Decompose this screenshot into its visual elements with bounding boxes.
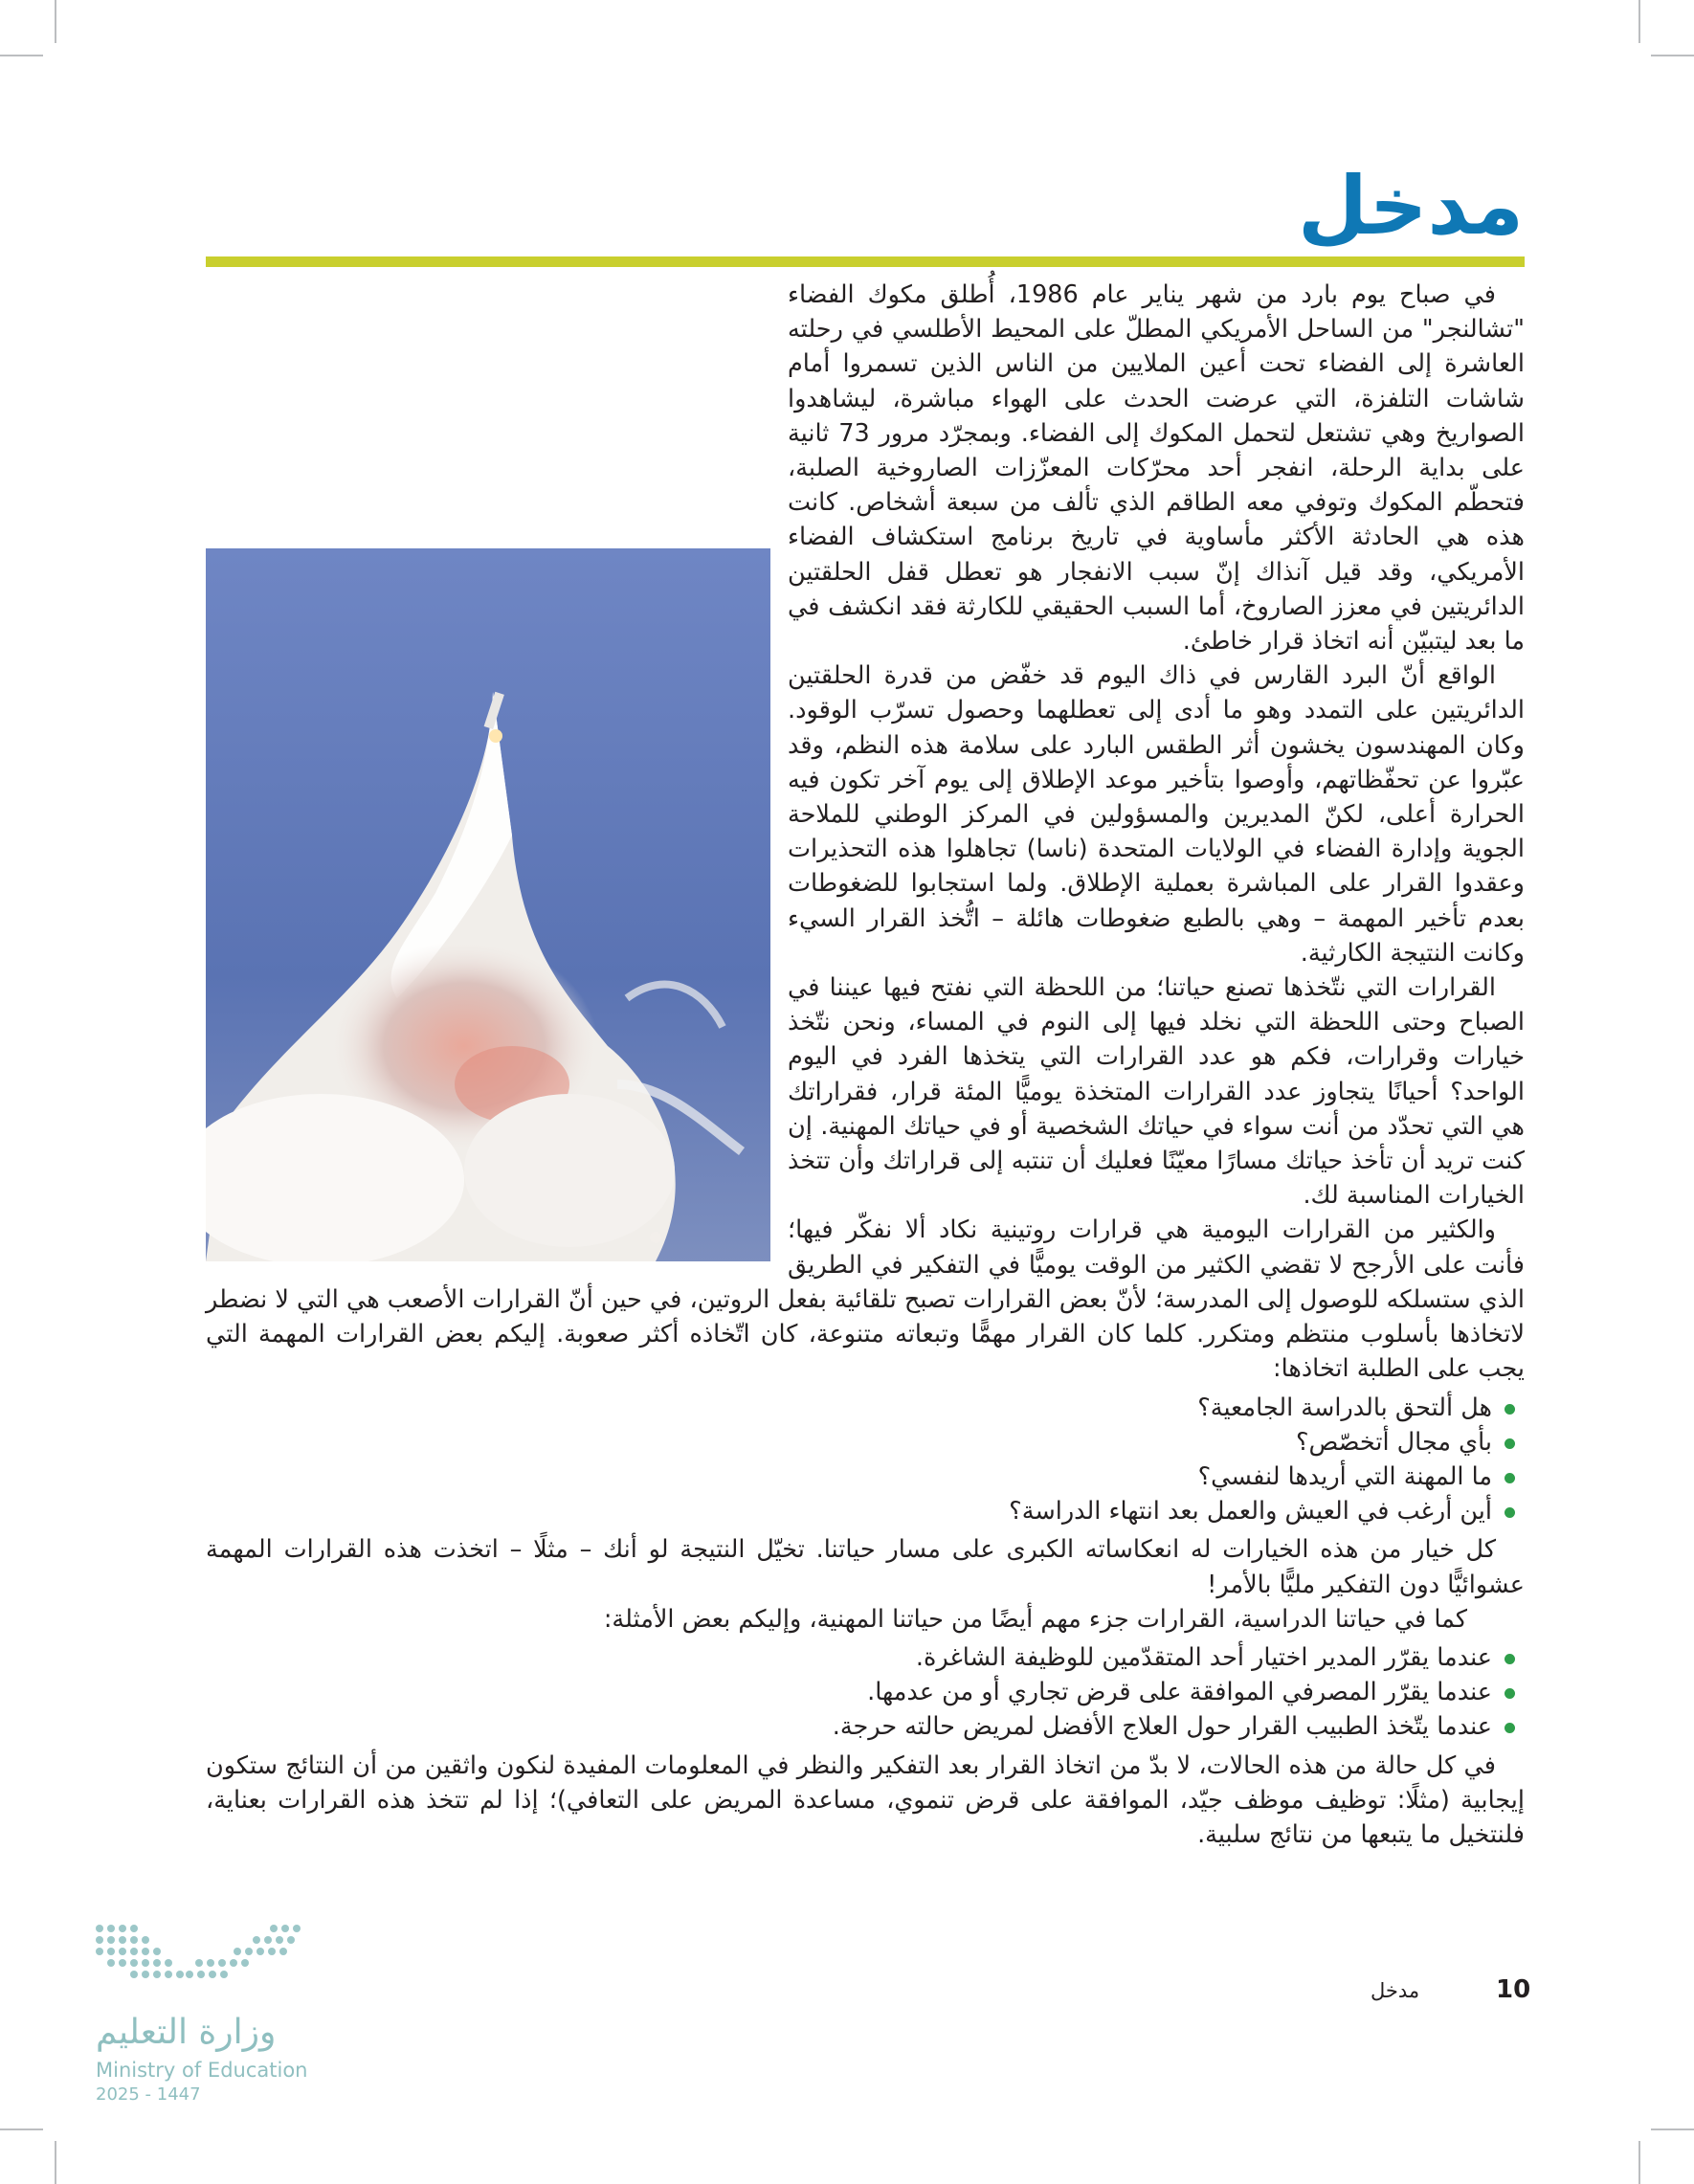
bullet-icon (1505, 1688, 1515, 1699)
list-item: عندما يقرّر المدير اختيار أحد المتقدّمين للوظيفة الشاغرة. (206, 1640, 1492, 1675)
bullet-icon (1505, 1404, 1515, 1415)
ministry-dots-logo-icon (94, 1919, 302, 1986)
paragraph-cause: الواقع أنّ البرد القارس في ذاك اليوم قد خفّض من قدرة الحلقتين الدائريتين على التمدد وهو ما أدى إلى تعطلهما وحصول تسرّب الوقود. وكان المهندسون يخشون أثر الطقس البارد على سلامة هذه النظم، وقد عبّروا عن تحفّظاتهم، وأوصوا بتأخير موعد الإطلاق إلى يوم آخر تكون فيه الحرارة أعلى، لكنّ المديرين والمسؤولين في المركز الوطني للملاحة الجوية وإدارة الفضاء في الولايات المتحدة (ناسا) تجاهلوا هذه التحذيرات وعقدوا القرار على المباشرة بعملية الإطلاق. ولما استجابوا للضغوطات بعدم تأخير المهمة – وهي بالطبع ضغوطات هائلة – اتُّخذ القرار السيء وكانت النتيجة الكارثية. (788, 661, 1525, 968)
logo-year-text: 2025 - 1447 (96, 2084, 201, 2105)
paragraph-conclusion: في كل حالة من هذه الحالات، لا بدّ من اتخاذ القرار بعد التفكير والنظر في المعلومات المفيدة لنكون واثقين من أن النتائج ستكون إيجابية (مثلًا: توظيف موظف جيّد، الموافقة على قرض تنموي، مساعدة المريض على التعافي)؛ إذا لم تتخذ هذه القرارات بعناية، فلنتخيل ما يتبعها من نتائج سلبية. (206, 1750, 1525, 1849)
paragraph-routine: والكثير من القرارات اليومية هي قرارات روتينية نكاد ألا نفكّر فيها؛ فأنت على الأرجح لا تقضي الكثير من الوقت يوميًّا في التفكير في الطريق الذي ستسلكه للوصول إلى المدرسة؛ لأنّ بعض القرارات تصبح تلقائية بفعل الروتين، في حين أنّ القرارات الأصعب هي التي لا نضطر لاتخاذها بأسلوب منتظم ومتكرر. كلما كان القرار مهمًّا وتبعاته متنوعة، كان اتّخاذه أكثر صعوبة. إليكم بعض القرارات المهمة التي يجب على الطلبة اتخاذها: (206, 1215, 1525, 1384)
bullet-icon (1505, 1438, 1515, 1449)
work-decisions-list (206, 1640, 1525, 1745)
list-item: عندما يقرّر المصرفي الموافقة على قرض تجاري أو من عدمها. (206, 1675, 1492, 1709)
list-item: أين أرغب في العيش والعمل بعد انتهاء الدراسة؟ (206, 1494, 1492, 1528)
page-title: مدخل (1297, 159, 1524, 253)
shuttle-launch-explosion-photo (206, 548, 770, 1261)
footer-section-label: مدخل (1371, 1979, 1420, 2002)
ministry-logo (94, 1919, 314, 2149)
bullet-icon (1505, 1654, 1515, 1664)
photo-illustration (206, 548, 770, 1261)
list-item: بأي مجال أتخصّص؟ (206, 1425, 1492, 1460)
crop-mark (1651, 55, 1694, 56)
crop-mark (0, 55, 43, 56)
list-item: عندما يتّخذ الطبيب القرار حول العلاج الأفضل لمريض حالته حرجة. (206, 1709, 1492, 1744)
title-rule (206, 256, 1525, 267)
article-body (206, 278, 1525, 1852)
bullet-icon (1505, 1473, 1515, 1483)
list-item: ما المهنة التي أريدها لنفسي؟ (206, 1460, 1492, 1494)
crop-mark (0, 2128, 43, 2130)
crop-mark (1638, 0, 1640, 43)
logo-arabic-text: وزارة التعليم (96, 2013, 277, 2052)
paragraph-work-intro: كما في حياتنا الدراسية، القرارات جزء مهم أيضًا من حياتنا المهنية، وإليكم بعض الأمثلة: (603, 1604, 1467, 1634)
student-decisions-list (206, 1391, 1525, 1529)
logo-english-text: Ministry of Education (96, 2059, 308, 2082)
page-number: 10 (1496, 1975, 1531, 2004)
crop-mark (1651, 2128, 1694, 2130)
list-item: هل ألتحق بالدراسة الجامعية؟ (206, 1391, 1492, 1425)
crop-mark (1638, 2141, 1640, 2184)
paragraph-intro: في صباح يوم بارد من شهر يناير عام 1986، أُطلق مكوك الفضاء "تشالنجر" من الساحل الأمريكي المطلّ على المحيط الأطلسي في رحلته العاشرة إلى الفضاء تحت أعين الملايين من الناس الذين تسمروا أمام شاشات التلفزة، التي عرضت الحدث على الهواء مباشرة، ليشاهدوا الصواريخ وهي تشتعل لتحمل المكوك إلى الفضاء. وبمجرّد مرور 73 ثانية على بداية الرحلة، انفجر أحد محرّكات المعزّزات الصاروخية الصلبة، فتحطّم المكوك وتوفي معه الطاقم الذي تألف من سبعة أشخاص. كانت هذه هي الحادثة الأكثر مأساوية في تاريخ برنامج استكشاف الفضاء الأمريكي، وقد قيل آنذاك إنّ سبب الانفجار هو تعطل قفل الحلقتين الدائريتين في معزز الصاروخ، أما السبب الحقيقي للكارثة فقد انكشف في ما بعد ليتبيّن أنه اتخاذ قرار خاطئ. (788, 280, 1525, 657)
bullet-icon (1505, 1507, 1515, 1518)
bullet-icon (1505, 1723, 1515, 1733)
crop-mark (55, 2141, 56, 2184)
paragraph-impact: كل خيار من هذه الخيارات له انعكاساته الكبرى على مسار حياتنا. تخيّل النتيجة لو أنك – مثلًا – اتخذت هذه القرارات المهمة عشوائيًّا دون التفكير مليًّا بالأمر! (206, 1535, 1525, 1599)
crop-mark (55, 0, 56, 43)
paragraph-decisions: القرارات التي نتّخذها تصنع حياتنا؛ من اللحظة التي نفتح فيها عيننا في الصباح وحتى اللحظة التي نخلد فيها إلى النوم في المساء، ونحن نتّخذ خيارات وقرارات، فكم هو عدد القرارات التي يتخذها الفرد في اليوم الواحد؟ أحيانًا يتجاوز عدد القرارات المتخذة يوميًّا المئة قرار، فقراراتك هي التي تحدّد من أنت سواء في حياتك الشخصية أو في حياتك المهنية. إن كنت تريد أن تأخذ حياتك مسارًا معيّنًا فعليك أن تنتبه إلى قراراتك وأن تتخذ الخيارات المناسبة لك. (788, 973, 1525, 1211)
